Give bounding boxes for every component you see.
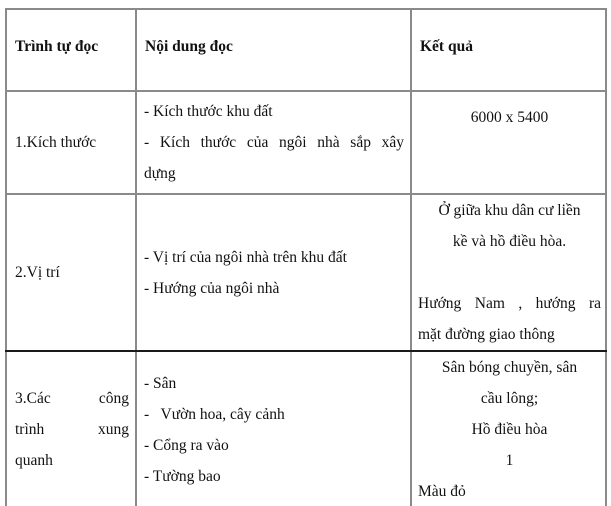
table-row (6, 194, 606, 351)
header-result-label: Kết quả (420, 37, 473, 55)
reading-table (5, 8, 607, 506)
result-line: 6000 x 5400 (470, 109, 549, 126)
content-line: - Sân (144, 374, 177, 392)
content-line: - Kích thước khu đất (144, 103, 273, 120)
table-row (6, 91, 606, 194)
result-line: kề và hồ điều hòa. (452, 233, 567, 250)
content-cell (136, 351, 411, 506)
content-line: - Kích thước của ngôi nhà sắp xây (144, 134, 404, 151)
step-cell (6, 194, 136, 351)
blank-line (418, 257, 601, 288)
content-line: - Tường bao (144, 467, 221, 485)
header-step-label: Trình tự đọc (15, 37, 99, 55)
content-line: - Cổng ra vào (144, 436, 229, 454)
table-row (6, 351, 606, 506)
result-line: Hồ điều hòa (471, 421, 548, 438)
step-label-line: trình xung (15, 421, 129, 438)
step-label: 2.Vị trí (15, 264, 60, 281)
step-label-line: quanh (15, 452, 53, 469)
header-cell-content (136, 9, 411, 91)
result-cell (411, 91, 606, 194)
header-content-label: Nội dung đọc (145, 37, 233, 55)
step-label-line: 3.Các công (15, 390, 129, 407)
header-cell-step (6, 9, 136, 91)
result-line: Ở giữa khu dân cư liền (438, 202, 581, 219)
result-line: 1 (505, 452, 514, 469)
result-cell (411, 194, 606, 351)
content-cell (136, 194, 411, 351)
header-cell-result (411, 9, 606, 91)
content-line: - Vị trí của ngôi nhà trên khu đất (144, 248, 347, 266)
result-line: mặt đường giao thông (418, 326, 555, 343)
result-cell (411, 351, 606, 506)
result-line: cầu lông; (480, 390, 539, 407)
step-cell (6, 351, 136, 506)
content-line: dựng (144, 165, 176, 182)
result-line: Sân bóng chuyền, sân (441, 359, 578, 376)
step-label: 1.Kích thước (15, 134, 97, 151)
result-line: Hướng Nam , hướng ra (418, 295, 601, 312)
content-line: - Hướng của ngôi nhà (144, 279, 280, 297)
content-cell (136, 91, 411, 194)
table-header-row (6, 9, 606, 91)
step-cell (6, 91, 136, 194)
result-line: Màu đỏ (418, 483, 466, 500)
content-line: - Vườn hoa, cây cảnh (144, 405, 285, 423)
